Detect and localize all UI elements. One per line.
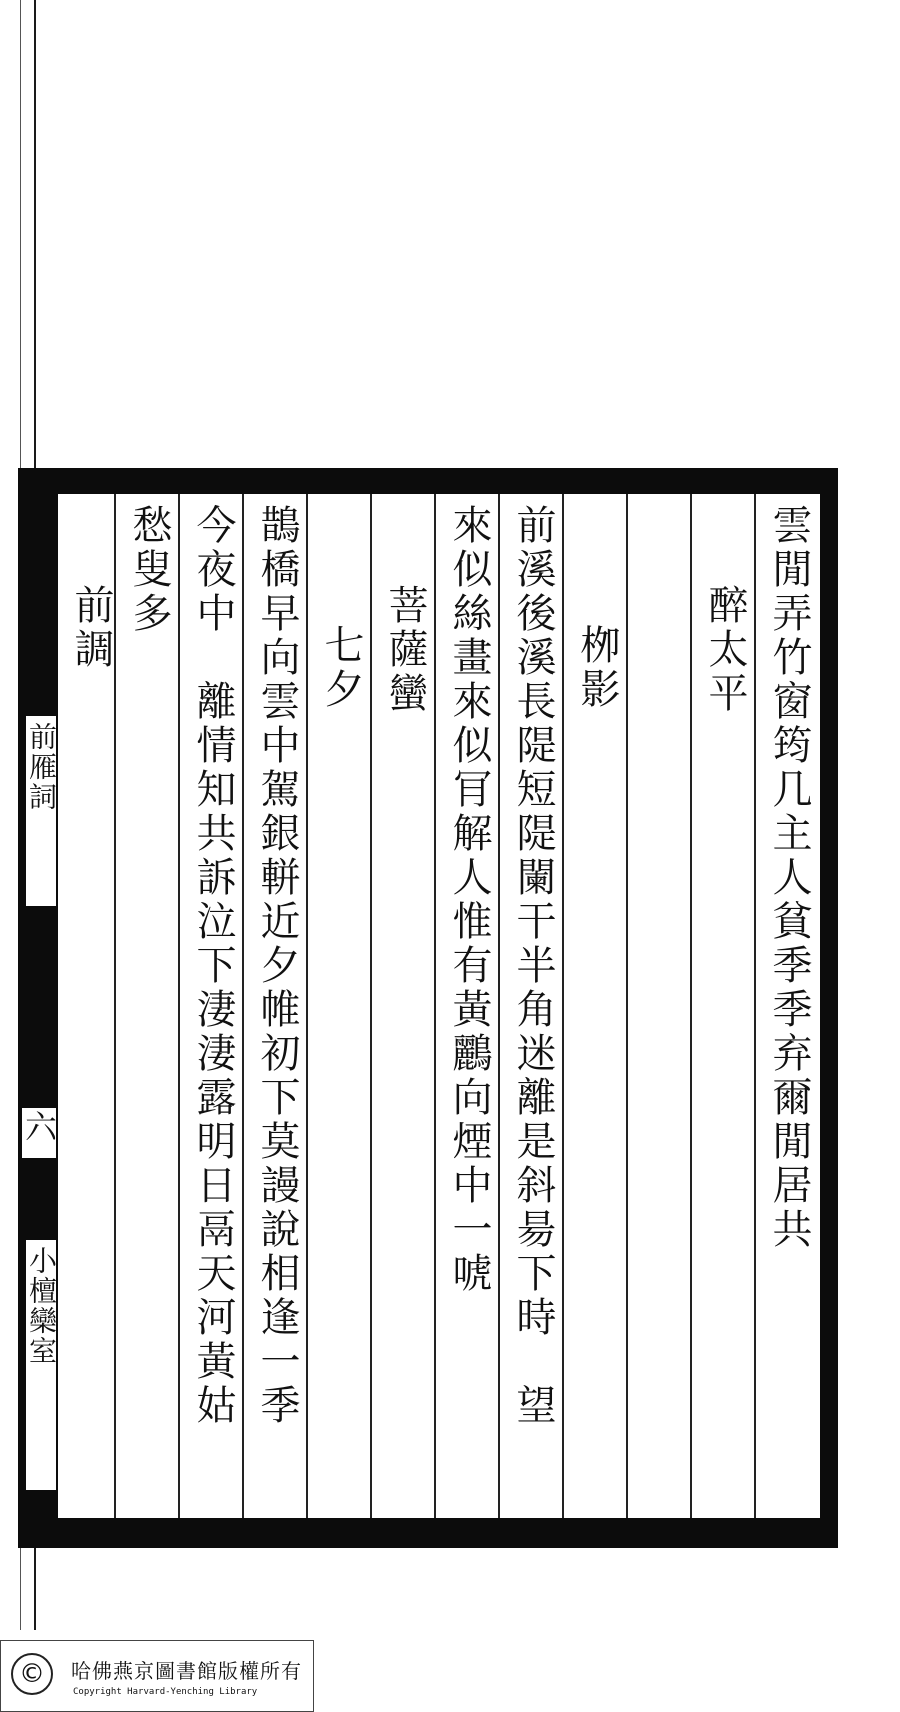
margin-title: 前雁詞 bbox=[25, 722, 58, 812]
text-block bbox=[58, 494, 820, 1518]
text-column-8 bbox=[306, 494, 374, 1518]
page-number: 六 bbox=[20, 1110, 58, 1142]
text-column-5 bbox=[498, 494, 566, 1518]
column-text-10: 今夜中 離情知共訴泣下淒淒露明日鬲天河黃姑 bbox=[190, 504, 236, 1428]
copyright-notice bbox=[0, 1640, 314, 1712]
copyright-icon: © bbox=[11, 1653, 53, 1695]
text-column-7 bbox=[370, 494, 438, 1518]
column-text-12: 前調 bbox=[68, 584, 114, 672]
column-text-7: 菩薩蠻 bbox=[382, 584, 428, 716]
copyright-chinese: 哈佛燕京圖書館版權所有 bbox=[71, 1659, 302, 1683]
column-text-5: 前溪後溪長隄短隄闌干半角迷離是斜昜下時 望 bbox=[510, 504, 556, 1428]
block-margin bbox=[18, 468, 58, 1548]
column-text-6: 來似絲畫來似肎解人惟有黃鸝向煙中一唬 bbox=[446, 504, 492, 1296]
copyright-english: Copyright Harvard-Yenching Library bbox=[73, 1687, 258, 1697]
text-column-4 bbox=[562, 494, 630, 1518]
column-text-11: 愁叟多 bbox=[126, 504, 172, 636]
margin-title-box bbox=[24, 714, 58, 908]
studio-name: 小檀欒室 bbox=[25, 1246, 58, 1366]
text-column-12 bbox=[58, 494, 124, 1518]
text-column-10 bbox=[178, 494, 246, 1518]
text-column-3 bbox=[626, 494, 694, 1518]
text-column-2 bbox=[690, 494, 758, 1518]
page-frame bbox=[18, 468, 838, 1548]
column-text-8: 七夕 bbox=[318, 624, 364, 712]
column-text-1: 雲閒弄竹窗筠几主人貧季季弃爾閒居共 bbox=[766, 504, 812, 1252]
text-column-11 bbox=[114, 494, 182, 1518]
text-column-9 bbox=[242, 494, 310, 1518]
column-text-9: 鵲橋早向雲中駕銀軿近夕帷初下莫謾說相逢一季 bbox=[254, 504, 300, 1428]
text-column-6 bbox=[434, 494, 502, 1518]
margin-page-box bbox=[22, 1108, 56, 1158]
margin-studio-box bbox=[24, 1238, 58, 1492]
column-text-2: 醉太平 bbox=[702, 584, 748, 716]
column-text-4: 栁影 bbox=[574, 624, 620, 712]
text-column-1 bbox=[754, 494, 822, 1518]
